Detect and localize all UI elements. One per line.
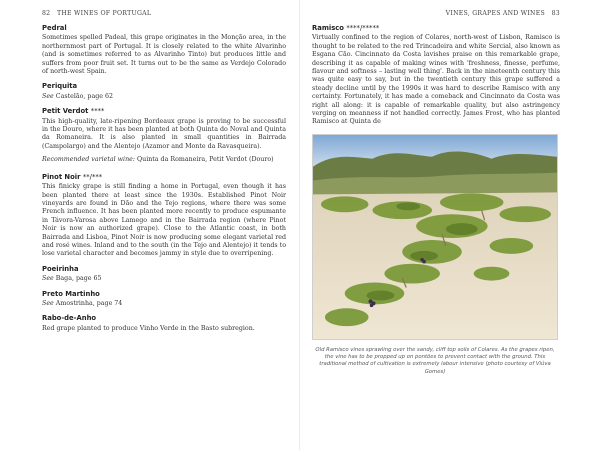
entry-pedral bbox=[42, 24, 286, 76]
entry-ramisco bbox=[312, 24, 560, 127]
figure bbox=[312, 134, 560, 376]
cross-reference bbox=[42, 93, 286, 101]
right-running-head bbox=[312, 10, 560, 22]
right-page bbox=[300, 0, 600, 450]
entry-rating: **** bbox=[90, 107, 105, 116]
recommended-label: Recommended varietal wine: bbox=[42, 156, 135, 164]
entry-heading bbox=[312, 24, 560, 32]
entry-periquita bbox=[42, 82, 286, 101]
entry-text: Sometimes spelled Padeal, this grape originates in the Monção area, in the northernmost part of Portugal. It is closely related to the white Alvarinho (and is sometimes referred to as Alvarinho Tinto) but produces little and suffers from poor fruit set. It turns out to be the same as Verdejo Colorado of north-west Spain. bbox=[42, 34, 286, 76]
right-page-number: 83 bbox=[551, 10, 560, 17]
entry-heading bbox=[42, 82, 286, 90]
entry-name: Pedral bbox=[42, 24, 67, 32]
entry-petit-verdot bbox=[42, 107, 286, 164]
see-label: See bbox=[42, 275, 54, 283]
entry-heading bbox=[42, 265, 286, 273]
see-label: See bbox=[42, 299, 54, 307]
entry-heading bbox=[42, 314, 286, 322]
entry-text: Virtually confined to the region of Colares, north-west of Lisbon, Ramisco is thought to be related to the red Trincadeira and white Sercial, also known as Esgana Cão. Cincinnato da Costa lavishes praise on this remarkable grape, describing it as capable of making wines with 'freshness, finesse, perfume, flavour and softness – lasting well thing'. Back in the nineteenth century this was quite easy to say, but in the twentieth century this grape suffered a steady decline until by the 1990s it was hard to describe Ramisco with any certainty. Fortunately, it has made a comeback and Cincinnato da Costa was right all along: it is capable of remarkable quality, but also astringency verging on meanness if not handled correctly. James Frost, who has planted Ramisco at Quinta de bbox=[312, 34, 560, 126]
left-running-head bbox=[42, 10, 286, 22]
entry-heading bbox=[42, 173, 286, 181]
entry-name: Ramisco bbox=[312, 24, 344, 32]
entry-text: Red grape planted to produce Vinho Verde in the Basto subregion. bbox=[42, 324, 255, 332]
entry-poeirinha bbox=[42, 265, 286, 284]
entry-heading bbox=[42, 107, 286, 115]
entry-rating: ****/***** bbox=[346, 24, 380, 32]
vineyard-photo bbox=[312, 134, 558, 340]
figure-caption: Old Ramisco vines sprawling over the sandy, cliff top soils of Colares. As the grapes ripen, the vine has to be propped up on pontões to prevent contact with the ground. This traditional method of cultivation is extremely labour intensive (photo courtesy of Viúva Gomes) bbox=[315, 347, 555, 375]
see-target: Baga, page 65 bbox=[55, 275, 102, 283]
entry-name: Periquita bbox=[42, 82, 78, 91]
entry-heading bbox=[42, 24, 286, 32]
recommended-value: Quinta da Romaneira, Petit Verdot (Douro) bbox=[136, 156, 274, 164]
entry-heading bbox=[42, 290, 286, 298]
right-page-body bbox=[312, 24, 560, 376]
entry-preto-martinho bbox=[42, 290, 286, 309]
entry-name: Rabo-de-Anho bbox=[42, 314, 97, 323]
entry-rating: **/*** bbox=[82, 172, 103, 181]
entry-pinot-noir bbox=[42, 173, 286, 259]
left-page-body bbox=[42, 24, 286, 333]
see-target: Castelão, page 62 bbox=[55, 92, 113, 100]
entry-rabo-de-anho bbox=[42, 314, 286, 333]
recommended-wine bbox=[42, 156, 286, 164]
cross-reference bbox=[42, 300, 286, 308]
entry-text: This high-quality, late-ripening Bordeaux grape is proving to be successful in the Douro, where it has been planted at both Quinta do Noval and Quinta da Romaneira. It is also planted in small quantities in Bairrada (Campolargo) and the Alentejo (Azamor and Monte da Ravasqueira). bbox=[42, 117, 286, 150]
left-page-number: 82 bbox=[42, 10, 51, 17]
left-running-title: THE WINES OF PORTUGAL bbox=[57, 10, 152, 17]
entry-name: Poeirinha bbox=[42, 264, 79, 273]
right-running-title: VINES, GRAPES AND WINES bbox=[445, 10, 545, 17]
entry-text: This finicky grape is still finding a home in Portugal, even though it has been planted there at least since the 1930s. Established Pinot Noir vineyards are found in Dão and the Tejo regions, where there was some French influence. It has been planted more recently to produce espumante in Távora-Varosa above Lamego and in the Bairrada region (where Pinot Noir is now an authorized grape). Close to the Atlantic coast, in both Bairrada and Lisboa, Pinot Noir is now producing some elegant varietal red and rosé wines. Inland and to the south (in the Tejo and Alentejo) it tends to lose varietal character and becomes jammy in style due to overripening. bbox=[42, 183, 286, 258]
entry-name: Pinot Noir bbox=[42, 172, 81, 181]
see-target: Amostrinha, page 74 bbox=[55, 299, 123, 307]
entry-name: Petit Verdot bbox=[42, 107, 89, 116]
entry-name: Preto Martinho bbox=[42, 289, 100, 298]
see-label: See bbox=[42, 92, 54, 100]
cross-reference bbox=[42, 275, 286, 283]
